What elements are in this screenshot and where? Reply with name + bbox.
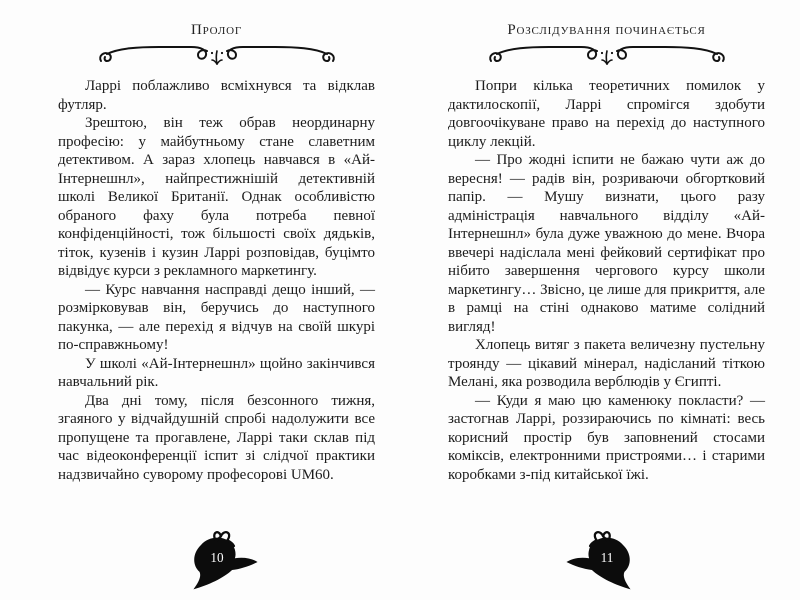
paragraph: Ларрі поблажливо всміхнувся та відклав футляр. [58, 78, 375, 113]
paragraph: Два дні тому, після безсонного тижня, згаяного у відчайдушній спробі надолужити все пропущене та прогавлене, Ларрі таки склав під час відеоконференції іспит зі слідчої практики надзвичайно суворому професорові UM60. [58, 392, 375, 483]
paragraph: Зрештою, він теж обрав неординарну професію: у майбутньому стане славетним детективом. А зараз хлопець навчався в «Ай-Інтернешнл», найпрестижнішій детективній школі Великої Британії. Однак особливістю обраного фаху була потреба певної конфіденційності, тож більшості своїх дядьків, тіток, кузенів і кузин Ларрі розповідав, буцімто відвідує курси з рекламного маркетингу. [58, 115, 375, 279]
paragraph: — Про жодні іспити не бажаю чути аж до вересня! — радів він, розриваючи обгортковий папір. — Мушу визнати, цього разу адміністрація навчального відділу «Ай-Інтернешнл» була дуже уважною до мене. Вчора ввечері надіслала мені фейковий сертифікат про нібито завершення чергового курсу школи маркетингу… Звісно, це лише для прикриття, але в рамці на стіні однаково матиме солідний вигляд! [448, 152, 765, 335]
paragraph: Хлопець витяг з пакета величезну пустельну троянду — цікавий мінерал, надісланий тіткою Мелані, яка розводила верблюдів у Єгипті. [448, 337, 765, 390]
paragraph: Попри кілька теоретичних помилок у дактилоскопії, Ларрі спромігся здобути довгоочікуване право на перехід до наступного циклу лекцій. [448, 78, 765, 150]
detective-hat-icon [174, 529, 260, 595]
page-body-right [448, 77, 765, 484]
page-footer-left [58, 529, 375, 600]
paragraph: — Курс навчання насправді дещо інший, — розмірковував він, беручись до наступного пакунка, — але перехід я відчув на своїй шкурі по-справжньому! [58, 281, 375, 353]
flourish-divider-icon [95, 42, 339, 68]
running-head-right: Розслідування починається [507, 22, 706, 38]
center-leaf-ornament [210, 51, 222, 64]
page-body-left [58, 77, 375, 484]
running-head-left: Пролог [190, 22, 243, 38]
detective-hat-icon [564, 529, 650, 595]
page-footer-right [448, 529, 765, 600]
paragraph: — Куди я маю цю каменюку покласти? — застогнав Ларрі, роззираючись по кімнаті: весь корисний простір був заповнений стосами коміксів, електронними пристроями… і старими коробками з-під китайської їжі. [448, 392, 765, 483]
paragraph: У школі «Ай-Інтернешнл» щойно закінчився навчальний рік. [58, 355, 375, 390]
flourish-divider-icon [485, 42, 729, 68]
page-right [400, 0, 800, 600]
center-leaf-ornament [600, 51, 612, 64]
page-number: 11 [600, 550, 613, 565]
page-number: 10 [209, 550, 224, 565]
